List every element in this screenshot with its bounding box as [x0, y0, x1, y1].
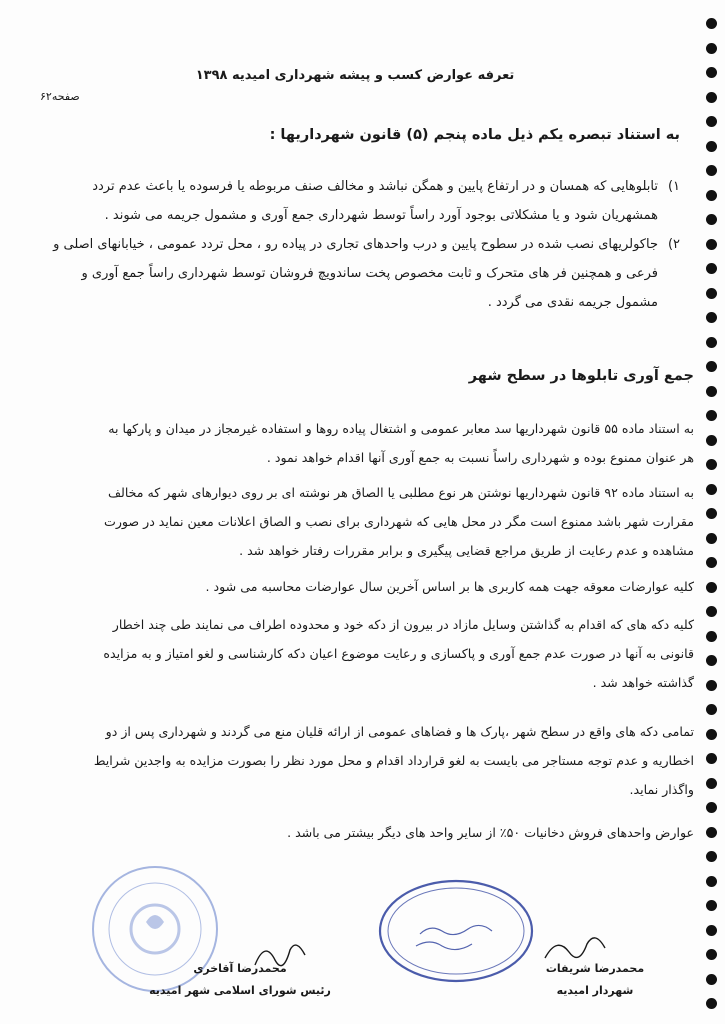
spiral-binding-holes: [695, 0, 725, 1024]
binding-hole: [706, 141, 717, 152]
binding-hole: [706, 190, 717, 201]
binding-hole: [706, 557, 717, 568]
binding-hole: [706, 631, 717, 642]
binding-hole: [706, 312, 717, 323]
binding-hole: [706, 778, 717, 789]
note-paragraph: [30, 478, 694, 565]
list-item: [30, 230, 680, 317]
mayor-signature-scribble: [540, 930, 610, 970]
note-paragraph: [30, 818, 694, 847]
mayor-title: شهردار امیدیه: [556, 984, 634, 997]
item-number: ۲): [667, 237, 680, 252]
note-line: تمامی دکه های واقع در سطح شهر ،پارک ها و فضاهای عمومی از ارائه قلیان منع می گردند و شهرداری پس از دو: [105, 724, 694, 739]
binding-hole: [706, 214, 717, 225]
binding-hole: [706, 925, 717, 936]
council-signature-scribble: [250, 935, 310, 975]
council-head-title: رئیس شورای اسلامی شهر امیدیه: [149, 984, 331, 997]
note-line: اخطاریه و عدم توجه مستاجر می بایست به لغو قرارداد اقدام و محل مورد نظر را بصورت مزایده به واجدین شرایط: [93, 753, 694, 768]
note-paragraph: [30, 610, 694, 697]
note-line: عوارض واحدهای فروش دخانیات ۵۰٪ از سایر واحد های دیگر بیشتر می باشد .: [287, 825, 694, 840]
binding-hole: [706, 876, 717, 887]
binding-hole: [706, 361, 717, 372]
note-line: کلیه عوارضات معوقه جهت همه کاربری ها بر اساس آخرین سال عوارضات محاسبه می شود .: [205, 579, 694, 594]
item-line: مشمول جریمه نقدی می گردد .: [487, 295, 658, 310]
binding-hole: [706, 704, 717, 715]
section1-heading: به استناد تبصره یکم ذیل ماده پنجم (۵) قانون شهرداریها :: [269, 127, 680, 143]
note-line: به استناد ماده ۵۵ قانون شهرداریها سد معابر عمومی و اشتغال پیاده روها و استفاده غیرمجاز در میدان و پارکها به: [108, 421, 694, 436]
binding-hole: [706, 680, 717, 691]
binding-hole: [706, 582, 717, 593]
binding-hole: [706, 900, 717, 911]
binding-hole: [706, 851, 717, 862]
binding-hole: [706, 263, 717, 274]
note-paragraph: [30, 414, 694, 472]
binding-hole: [706, 606, 717, 617]
binding-hole: [706, 386, 717, 397]
note-line: هر عنوان ممنوع بوده و شهرداری راساً نسبت به جمع آوری آنها اقدام خواهد نمود .: [266, 450, 694, 465]
binding-hole: [706, 533, 717, 544]
section1-items: [30, 172, 680, 317]
binding-hole: [706, 165, 717, 176]
binding-hole: [706, 239, 717, 250]
binding-hole: [706, 459, 717, 470]
document-title: تعرفه عوارض کسب و پیشه شهرداری امیدیه ۱۳۹۸: [195, 68, 515, 83]
council-signature-block: [140, 958, 340, 1002]
binding-hole: [706, 508, 717, 519]
binding-hole: [706, 116, 717, 127]
binding-hole: [706, 949, 717, 960]
binding-hole: [706, 337, 717, 348]
note-line: کلیه دکه های که اقدام به گذاشتن وسایل مازاد در بیرون از دکه خود و محدوده اطراف می نمایند طی چند اخطار: [112, 617, 694, 632]
municipality-stamp: [376, 876, 536, 986]
binding-hole: [706, 655, 717, 666]
note-line: واگذار نماید.: [629, 782, 694, 797]
binding-hole: [706, 410, 717, 421]
binding-hole: [706, 484, 717, 495]
item-line: تابلوهایی که همسان و در ارتفاع پایین و همگن نباشد و مخالف صنف مربوطه یا فرسوده یا باعث عدم تردد: [92, 179, 658, 194]
binding-hole: [706, 974, 717, 985]
note-paragraph: [30, 717, 694, 804]
binding-hole: [706, 802, 717, 813]
binding-hole: [706, 288, 717, 299]
list-item: [30, 172, 680, 230]
section2-heading: جمع آوری تابلوها در سطح شهر: [468, 368, 694, 384]
item-number: ۱): [667, 179, 680, 194]
binding-hole: [706, 729, 717, 740]
binding-hole: [706, 827, 717, 838]
binding-hole: [706, 67, 717, 78]
page-number: صفحه۶۲: [40, 90, 80, 103]
binding-hole: [706, 92, 717, 103]
note-line: مقرارت شهر باشد ممنوع است مگر در محل هایی که شهرداری برای نصب و الصاق اعلانات معین نماید در صورت: [103, 514, 694, 529]
note-paragraph: [30, 572, 694, 601]
item-line: همشهریان شود و یا مشکلاتی بوجود آورد راساً توسط شهرداری جمع آوری و مشمول جریمه می شوند .: [104, 208, 658, 223]
binding-hole: [706, 18, 717, 29]
binding-hole: [706, 43, 717, 54]
mayor-name: محمدرضا شریفات: [545, 962, 645, 975]
item-line: جاکولریهای نصب شده در سطوح پایین و درب واحدهای تجاری در پیاده رو ، محل تردد عمومی ، خیابانهای اصلی و: [53, 237, 658, 252]
note-line: گذاشته خواهد شد .: [592, 675, 694, 690]
binding-hole: [706, 753, 717, 764]
item-line: فرعی و همچنین فر های متحرک و ثابت مخصوص پخت ساندویچ فروشان توسط شهرداری راساً جمع آوری و: [81, 266, 658, 281]
binding-hole: [706, 435, 717, 446]
note-line: به استناد ماده ۹۲ قانون شهرداریها نوشتن هر نوع مطلبی یا الصاق هر نوشته ای بر روی دیوارهای شهر که مخالف: [107, 485, 694, 500]
note-line: قانونی به آنها در صورت عدم جمع آوری و پاکسازی و رعایت موضوع اعیان دکه کارشناسی و لغو امتیاز و به مزایده: [103, 646, 694, 661]
note-line: مشاهده و عدم رعایت از طریق مراجع قضایی پیگیری و برابر مقررات رفتار خواهد شد .: [239, 543, 694, 558]
council-head-name: محمدرضا آقاخری: [193, 962, 287, 975]
binding-hole: [706, 998, 717, 1009]
